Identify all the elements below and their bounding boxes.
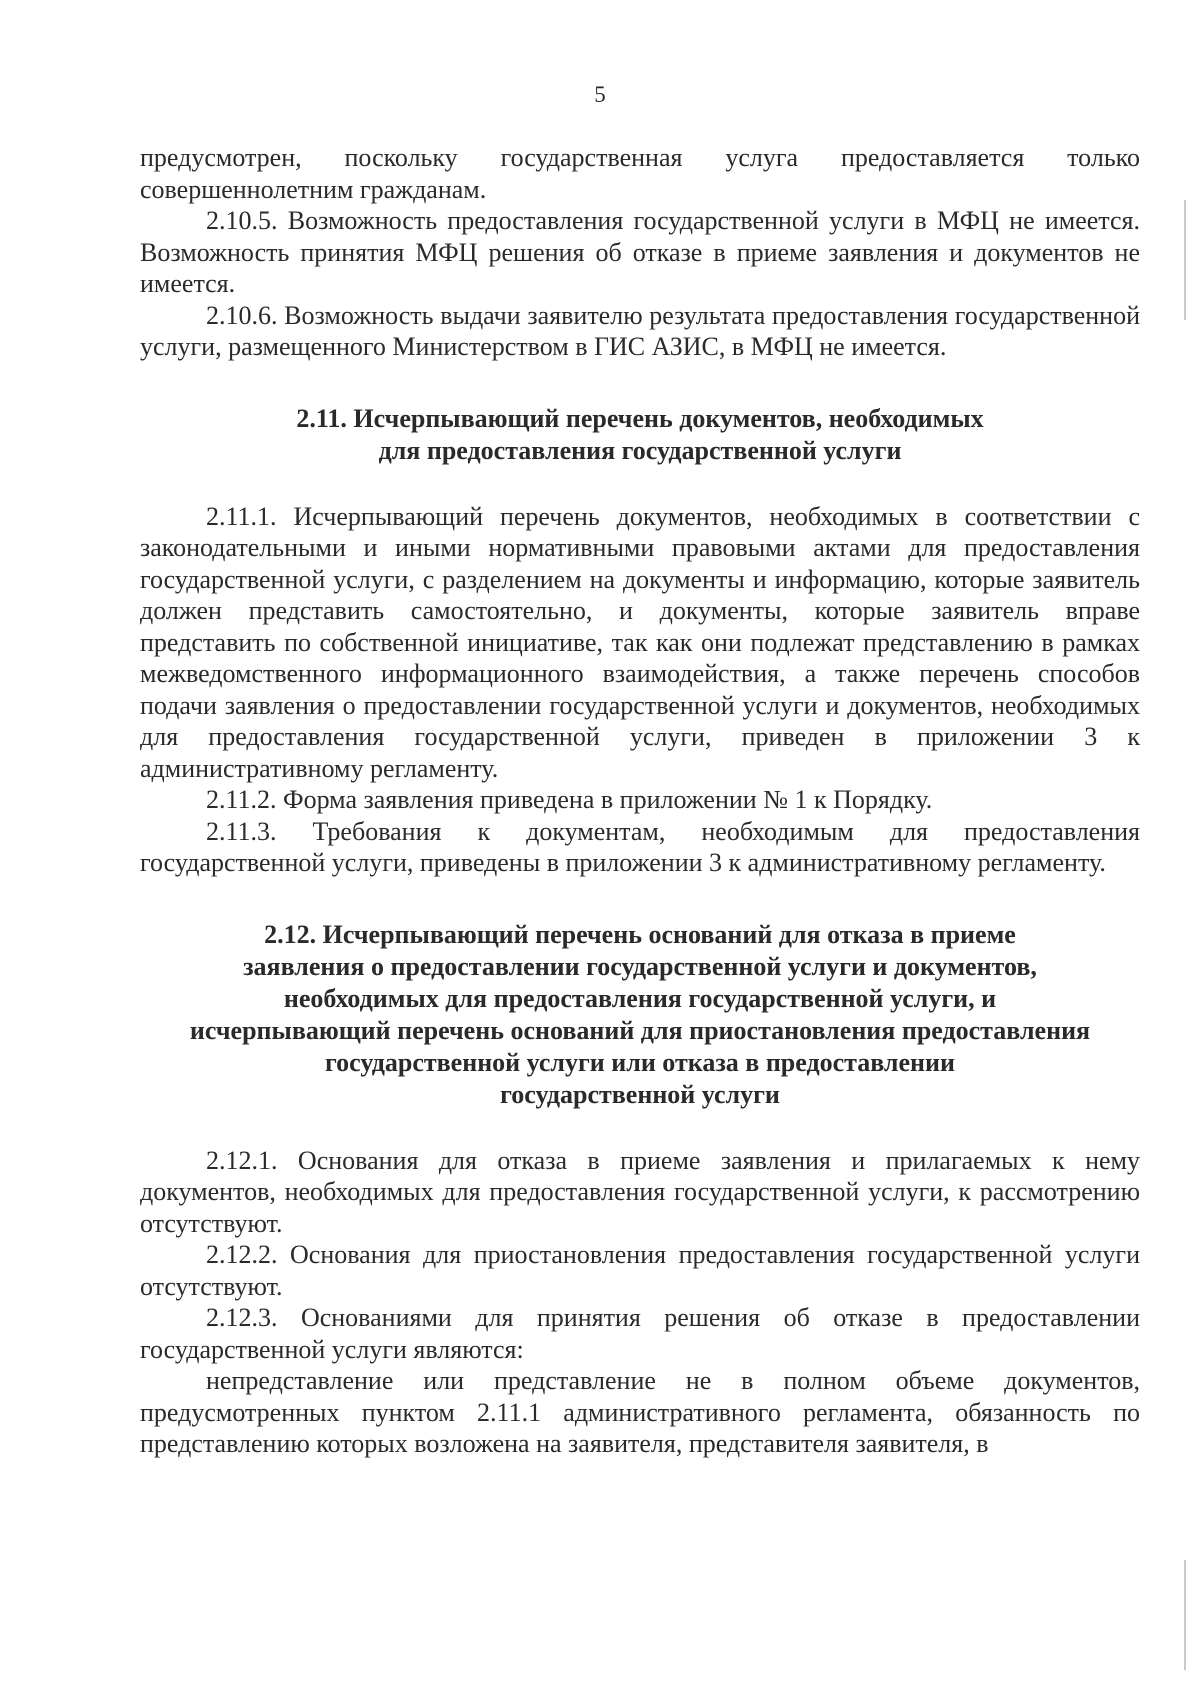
paragraph-refusal-ground: непредставление или представление не в полном объеме документов, предусмотренных пунктом 2.11.1 административного регламента, обязанность по представлению которых возложена на заявителя, представителя заявителя, в [140,1366,1140,1458]
paragraph-2-12-3: 2.12.3. Основаниями для принятия решения об отказе в предоставлении государственной услуги являются: [140,1303,1140,1364]
heading-line: государственной услуги или отказа в предоставлении [324,1047,956,1077]
paragraph-2-10-6: 2.10.6. Возможность выдачи заявителю результата предоставления государственной услуги, размещенного Министерством в ГИС АЗИС, в МФЦ не имеется. [140,300,1140,361]
heading-line: исчерпывающий перечень оснований для приостановления предоставления [189,1015,1091,1045]
heading-line: для предоставления государственной услуги [378,435,902,465]
heading-line: заявления о предоставлении государственной услуги и документов, [243,951,1037,981]
page-number: 5 [594,82,606,107]
paragraph-2-11-2: 2.11.2. Форма заявления приведена в приложении № 1 к Порядку. [206,785,933,814]
paragraph-2-10-5: 2.10.5. Возможность предоставления государственной услуги в МФЦ не имеется. Возможность принятия МФЦ решения об отказе в приеме заявления и документов не имеется. [140,206,1140,298]
paragraph-2-11-1: 2.11.1. Исчерпывающий перечень документов, необходимых в соответствии с законодательными и иными нормативными правовыми актами для предоставления государственной услуги, с разделением на документы и информацию, которые заявитель должен представить самостоятельно, и документы, которые заявитель вправе представить по собственной инициативе, так как они подлежат представлению в рамках межведомственного информационного взаимодействия, а также перечень способов подачи заявления о предоставлении государственной услуги и документов, необходимых для предоставления государственной услуги, приведен в приложении 3 к административному регламенту. [140,501,1140,783]
heading-line: необходимых для предоставления государственной услуги, и [283,983,997,1013]
paragraph-2-11-3: 2.11.3. Требования к документам, необходимым для предоставления государственной услуги, приведены в приложении 3 к административному регламенту. [140,816,1140,877]
heading-line: 2.12. Исчерпывающий перечень оснований для отказа в приеме [264,919,1016,949]
paragraph-2-12-2: 2.12.2. Основания для приостановления предоставления государственной услуги отсутствуют. [140,1240,1140,1301]
scan-edge-mark [1184,200,1186,320]
scan-edge-mark [1184,1560,1186,1670]
document-body [140,142,1140,1460]
section-heading-2-12 [140,919,1140,1111]
heading-line: государственной услуги [500,1079,780,1109]
paragraph-continuation: предусмотрен, поскольку государственная услуга предоставляется только совершеннолетним гражданам. [140,143,1140,204]
heading-line: 2.11. Исчерпывающий перечень документов, необходимых [296,403,984,433]
paragraph-2-12-1: 2.12.1. Основания для отказа в приеме заявления и прилагаемых к нему документов, необходимых для предоставления государственной услуги, к рассмотрению отсутствуют. [140,1145,1140,1238]
section-heading-2-11 [140,403,1140,467]
